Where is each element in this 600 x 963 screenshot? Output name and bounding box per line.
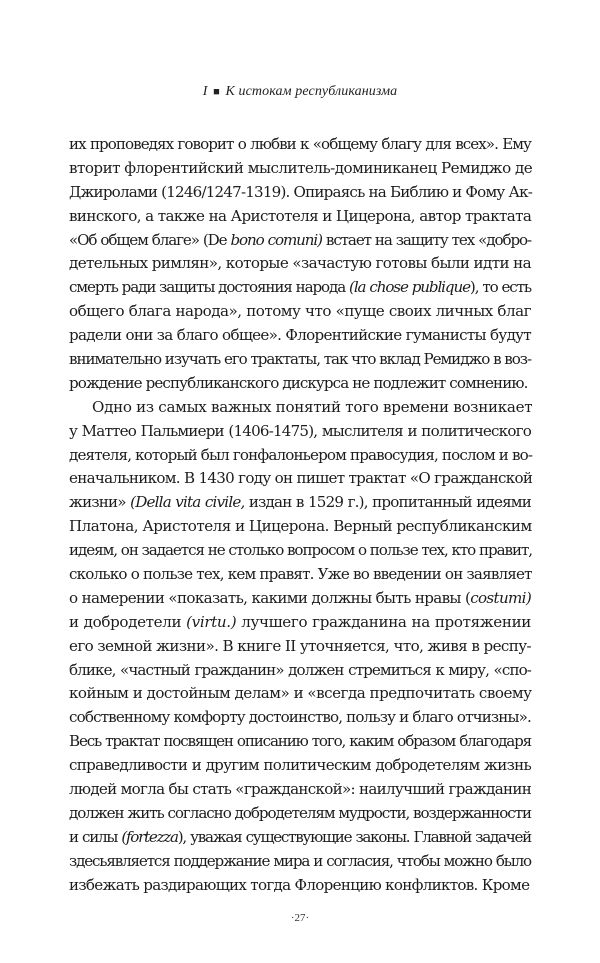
text-fragment: о намерении «показать, какими должны быть нравы ( <box>69 588 471 607</box>
text-line <box>69 706 531 730</box>
text-line <box>69 850 531 874</box>
text-fragment: собственному комфорту достоинство, пользу и благо отчизны». <box>69 708 531 727</box>
text-fragment: встает на защиту тех «добро- <box>321 230 531 249</box>
text-fragment: Джиролами (1246/1247-1319). Опираясь на Библию и Фому Ак- <box>69 182 533 201</box>
text-fragment: здесьявляется поддержание мира и согласия, чтобы можно было <box>69 851 531 870</box>
text-fragment: избежать раздирающих тогда Флоренцию конфликтов. Кроме <box>69 875 530 894</box>
text-fragment: рождение республиканского дискурса не подлежит сомнению. <box>69 373 528 392</box>
text-fragment: должен жить согласно добродетелям мудрости, воздержанности <box>69 803 531 822</box>
text-line <box>69 444 531 468</box>
text-fragment: радели они за благо общее». Флорентийские гуманисты будут <box>69 326 531 345</box>
italic-text: (la chose publique <box>349 278 470 297</box>
text-fragment: и добродетели <box>69 612 187 631</box>
text-fragment: жизни» <box>69 493 131 512</box>
text-line <box>69 252 531 276</box>
text-fragment: еначальником. В 1430 году он пишет трактат «О гражданской <box>69 469 533 488</box>
text-fragment: блике, «частный гражданин» должен стремиться к миру, «спо- <box>69 660 531 679</box>
text-line <box>69 420 531 444</box>
text-line <box>69 181 531 205</box>
text-line <box>69 348 531 372</box>
text-line <box>69 467 531 491</box>
text-fragment: справедливости и другим политическим добродетелям жизнь <box>69 756 531 775</box>
text-line <box>69 611 531 635</box>
text-line <box>69 133 531 157</box>
text-line <box>69 372 531 396</box>
chapter-title: К истокам республиканизма <box>225 84 398 99</box>
text-line <box>69 229 531 253</box>
text-fragment: ), уважая существующие законы. Главной задачей <box>177 827 531 846</box>
italic-text: (Della vita civile, <box>130 493 245 512</box>
text-fragment: Весь трактат посвящен описанию того, каким образом благодаря <box>69 732 531 751</box>
italic-text: (fortezza <box>121 827 178 846</box>
text-fragment: у Маттео Пальмиери (1406-1475), мыслителя и политического <box>69 421 531 440</box>
italic-text: bono comuni) <box>230 230 322 249</box>
text-fragment: и силы <box>69 827 122 846</box>
text-line <box>69 157 531 181</box>
text-line <box>69 300 531 324</box>
text-fragment: ), то есть <box>469 278 532 297</box>
chapter-number: I <box>202 84 208 99</box>
text-line <box>69 396 531 420</box>
text-fragment: людей могла бы стать «гражданской»: наилучший гражданин <box>69 780 532 799</box>
text-line <box>69 682 531 706</box>
text-fragment: смерть ради защиты достояния народа <box>69 278 350 297</box>
text-fragment: сколько о пользе тех, кем правят. Уже во введении он заявляет <box>69 565 532 584</box>
text-line <box>69 659 531 683</box>
text-fragment: идеям, он задается не столько вопросом о пользе тех, кто правит, <box>69 541 533 560</box>
text-line <box>69 587 531 611</box>
text-fragment: издан в 1529 г.), пропитанный идеями <box>244 493 532 512</box>
text-line <box>69 205 531 229</box>
page-number: ·27· <box>290 912 310 924</box>
text-fragment: общего блага народа», потому что «пуще своих личных благ <box>69 302 531 321</box>
text-line <box>69 874 531 898</box>
text-line <box>69 826 531 850</box>
text-line <box>69 324 531 348</box>
text-fragment: койным и достойным делам» и «всегда предпочитать своему <box>69 684 532 703</box>
text-fragment: Одно из самых важных понятий того времени возникает <box>92 397 533 416</box>
text-fragment: деятеля, который был гонфалоньером правосудия, послом и во- <box>69 445 533 464</box>
separator-square-icon: ■ <box>213 86 220 98</box>
text-fragment: лучшего гражданина на протяжении <box>236 612 531 631</box>
italic-text: (virtu.) <box>186 612 237 631</box>
text-fragment: внимательно изучать его трактаты, так что вклад Ремиджо в воз- <box>69 350 531 369</box>
text-line <box>69 778 531 802</box>
text-fragment: детельных римлян», которые «зачастую готовы были идти на <box>69 254 531 273</box>
text-fragment: «Об общем благе» (De <box>69 230 231 249</box>
text-line <box>69 730 531 754</box>
text-line <box>69 754 531 778</box>
text-fragment: Платона, Аристотеля и Цицерона. Верный республиканским <box>69 517 532 536</box>
text-line <box>69 276 531 300</box>
text-fragment: винского, а также на Аристотеля и Цицерона, автор трактата <box>69 206 532 225</box>
text-fragment: их проповедях говорит о любви к «общему благу для всех». Ему <box>69 135 531 153</box>
text-line <box>69 635 531 659</box>
text-line <box>69 563 531 587</box>
running-head <box>0 84 600 100</box>
text-fragment: его земной жизни». В книге II уточняется, что, живя в респу- <box>69 636 531 655</box>
text-fragment: вторит флорентийский мыслитель-доминиканец Ремиджо де <box>69 158 533 177</box>
body-text <box>69 133 531 898</box>
text-line <box>69 515 531 539</box>
text-line <box>69 491 531 515</box>
text-line <box>69 539 531 563</box>
text-line <box>69 802 531 826</box>
italic-text: costumi) <box>470 588 532 607</box>
